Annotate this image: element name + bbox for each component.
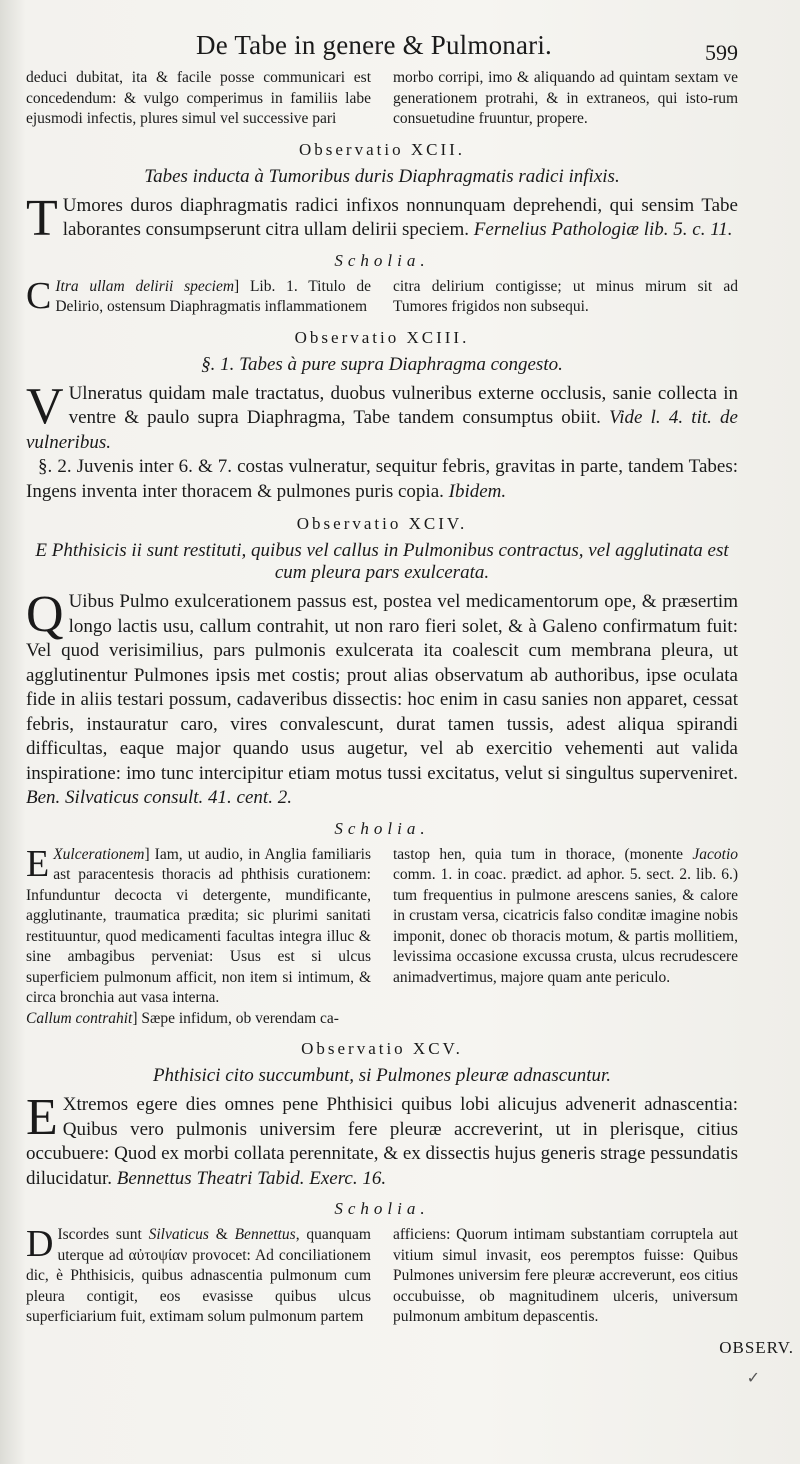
observation-text: Ulneratus quidam male tractatus, duobus vulneribus externe occlusis, sanie collecta in ventre & paulo supra Diaphragma, Tabe tandem consumptus obiit. [68,382,738,428]
observation-93-heading: Observatio XCIII. [294,327,470,347]
observation-text: Umores duros diaphragmatis radici infixos nonnunquam deprehendi, qui sensim Tabe laborantes consumpserunt citra ullam delirii speciem. [62,194,738,240]
intro-right: morbo corripi, imo & aliquando ad quintam sextam ve generationem protrahi, & in extraneos, qui isto-rum consuetudine fruuntur, propere. [393,69,738,127]
observation-95-text [26,1089,738,1191]
scholia-text: ] Lib. 1. Titulo de Delirio, ostensum Diaphragmatis inflammationem [55,277,371,315]
catchword: OBSERV. [719,1338,794,1357]
dropcap: E [26,1089,58,1146]
scholia-text: tastop hen, quia tum in thorace, (monente [393,845,684,863]
scholia-text: ] Sæpe infidum, ob verendam ca- [132,1009,339,1027]
scholia-heading: Scholia. [334,818,430,838]
dropcap: D [26,1223,54,1265]
running-title: De Tabe in genere & Pulmonari. [196,30,553,60]
intro-left: deduci dubitat, ita & facile posse communicari est concedendum: & vulgo comperimus in familiis labe ejusmodi infectis, plures simul vel successive pari [26,69,371,127]
observation-94-text [26,586,738,811]
scholia-95-columns [26,1225,738,1328]
scholia-text: , quanquam uterque ad αὐτοψίαν provocet: Ad conciliationem dic, è Phthisicis, quibus adnascentia pulmonum cum pleura contigit, eos evasisse quibus ulcus superficiarium fuit, extimam solum pulmonum partem [26,1226,371,1325]
scholia-92-columns [26,274,738,318]
scholia-94-left [26,842,371,1030]
scholia-95-right: afficiens: Quorum intimam substantiam corruptela aut vitium simul invasit, eos peremptos fuisse: Quibus Pulmones universim fere pleuræ accreverunt, eos citius occubuisse, ob magnitudinem ulceris, universum pulmonum ambitum depascentis. [393,1226,738,1325]
source-citation: Ben. Silvaticus consult. 41. cent. 2. [26,787,292,808]
scholia-95-left [26,1225,371,1328]
dropcap: Q [26,586,64,643]
source-citation: Ibidem. [448,480,507,502]
scholia-text: ] Iam, ut audio, in Anglia familiaris ast paracentesis thoracis ad phthisis curationem: Infunduntur decocta vi detergente, mundificante, agglutinante, traumatica prædita; sic plurimi sanitati restituuntur, quod medicamenti facultas integra illuc & sine ambagibus perveniat: Usus est si ulcus superficiem pulmonum afficit, non item si intimum, & circa bronchia aut vasa interna. [26,845,371,1006]
observation-94-subtitle: E Phthisicis ii sunt restituti, quibus vel callus in Pulmonibus contractus, vel agglutinata est cum pleura pars exulcerata. [35,540,729,583]
observation-93-subtitle: §. 1. Tabes à pure supra Diaphragma congesto. [201,353,563,375]
observation-93-para2 [26,455,738,504]
dropcap: E [26,842,50,885]
scholia-heading: Scholia. [334,1199,430,1218]
observation-95-heading: Observatio XCV. [301,1039,463,1058]
scholia-heading: Scholia. [334,250,430,270]
scholia-92-left [26,274,371,318]
observation-text: Xtremos egere dies omnes pene Phthisici quibus lobi alicujus advenerit adnascentia: Quibus vero pulmonis universim fere pleuræ accreverint, ut in plerisque, citius occubuere: Quod ex morbi collata perennitate, & ex dissectis hujus generis strage pessundatis dilucidatur. [26,1094,738,1189]
scholia-text: Iscordes sunt [57,1226,142,1243]
ampersand: & [215,1226,228,1243]
cited-author: Jacotio [692,845,739,863]
cited-author: Silvaticus [148,1226,209,1243]
observation-95-subtitle: Phthisici cito succumbunt, si Pulmones pleuræ adnascuntur. [152,1065,612,1086]
dropcap: C [26,274,52,317]
paragraph-text: §. 2. Juvenis inter 6. & 7. costas vulneratur, sequitur febris, gravitas in parte, tandem Tabes: Ingens inventa inter thoracem & pulmones puris copia. [26,456,738,502]
cited-author: Bennettus [234,1226,296,1243]
observation-93-text [26,377,738,456]
page-content [26,28,738,1328]
page-header [26,28,738,68]
scholia-92-right: citra delirium contigisse; ut minus mirum sit ad Tumores frigidos non subsequi. [393,277,738,315]
observation-92-subtitle: Tabes inducta à Tumoribus duris Diaphragmatis radici infixis. [144,165,620,187]
source-citation: Fernelius Pathologiæ lib. 5. c. 11. [473,219,733,240]
dropcap: V [26,377,64,435]
source-citation: Vide l. 4. tit. de vulneribus. [26,407,738,453]
observation-92-text [26,189,738,247]
lemma: Callum contrahit [26,1009,133,1027]
page-number: 599 [705,40,738,65]
observation-94-heading: Observatio XCIV. [296,514,468,533]
scholia-94-columns [26,842,739,1030]
lemma: Xulcerationem [53,845,145,863]
dropcap: T [26,189,58,247]
observation-92-heading: Observatio XCII. [298,139,466,159]
observation-text: Uibus Pulmo exulcerationem passus est, postea vel medicamentorum ope, & præsertim longo lactis usu, callum contrahit, ut non raro fieri solet, & à Galeno confirmatum fuit: Vel quod verisimilius, pars pulmonis exulcerata ita coalescit cum membrana pleura, ut agglutinentur Pulmones ipsis met costis; prout alias observatum ab authoribus, ipse oculata fide in aliis testari possum, cadaveribus dissectis: hoc enim in casu sanies non apparet, cessat febris, instauratur caro, vires convalescunt, durat tamen tussis, adest aliqua spirandi difficultas, eaque major quando usus augetur, vel ab exercitio vehementi aut valida inspiratione: imo tunc intercipitur etiam motus tussi excitatus, velut si singultus superveniret. [26,591,738,784]
lemma: Itra ullam delirii speciem [55,277,235,295]
margin-tick-mark: ✓ [746,1370,760,1387]
intro-columns [26,68,738,130]
scholia-text: comm. 1. in coac. prædict. ad aphor. 5. sect. 2. lib. 6.) tum frequentius in pulmone arescens sanies, & calore in crustam versa, cicatricis falso conditæ imagine nobis imponit, donec ob thoracis motum, & partis mollitiem, levissima occasione excussa crusta, ulcus recrudescere animadvertimus, majore quam ante periculo. [393,866,738,986]
source-citation: Bennettus Theatri Tabid. Exerc. 16. [116,1167,387,1189]
scholia-94-right [393,845,738,989]
